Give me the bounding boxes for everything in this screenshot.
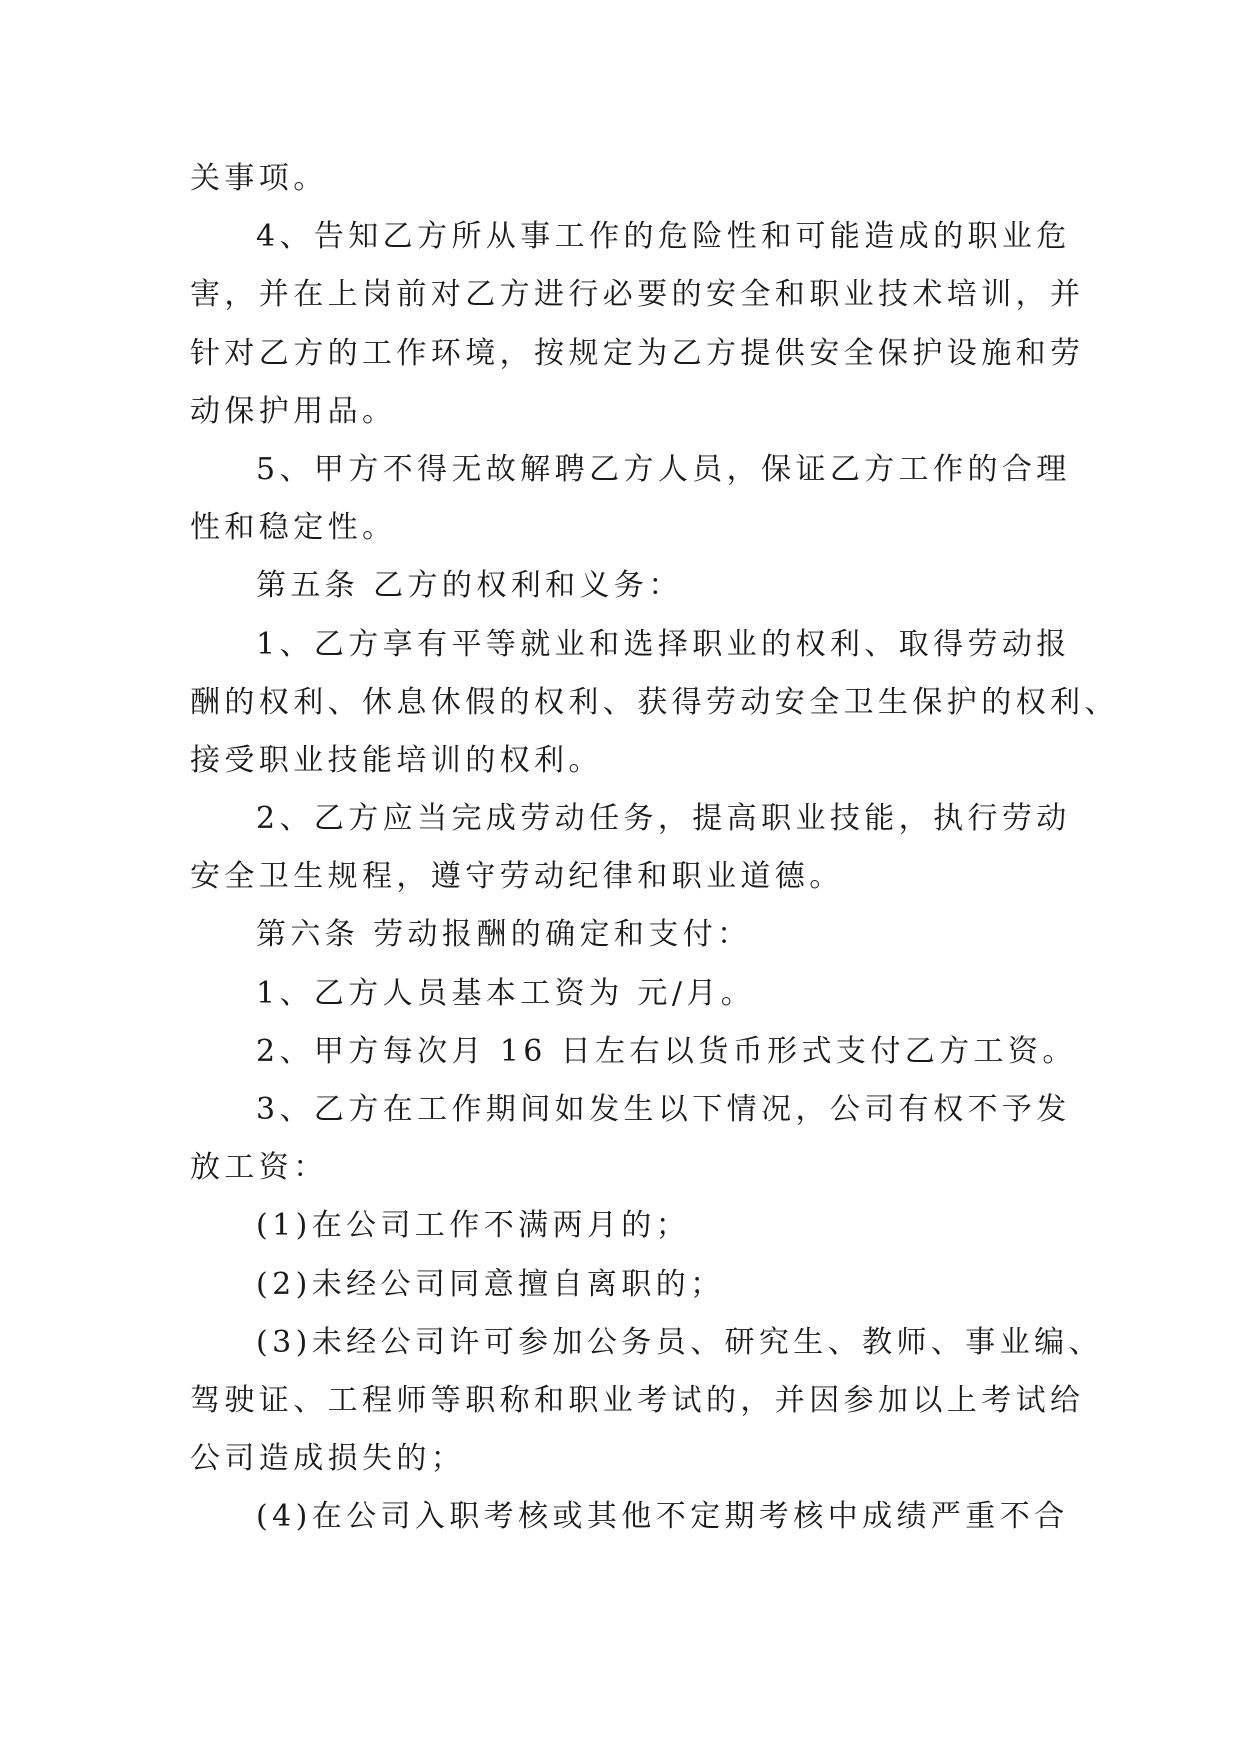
text-line: 公司造成损失的； (190, 1441, 466, 1477)
list-item: (2)未经公司同意擅自离职的； (256, 1266, 725, 1302)
text-line: 1、乙方人员基本工资为 元/月。 (256, 975, 756, 1011)
text-line: 安全卫生规程，遵守劳动纪律和职业道德。 (190, 859, 844, 895)
text-line: 5、甲方不得无故解聘乙方人员，保证乙方工作的合理 (256, 451, 1071, 487)
list-item: (3)未经公司许可参加公务员、研究生、教师、事业编、 (256, 1324, 1103, 1360)
text-line: 驾驶证、工程师等职称和职业考试的，并因参加以上考试给 (190, 1382, 1085, 1418)
text-line: 酬的权利、休息休假的权利、获得劳动安全卫生保护的权利、 (190, 684, 1119, 720)
text-line: 放工资： (190, 1150, 328, 1186)
text-line: 4、告知乙方所从事工作的危险性和可能造成的职业危 (256, 219, 1071, 255)
text-line: 动保护用品。 (190, 393, 397, 429)
text-line: 1、乙方享有平等就业和选择职业的权利、取得劳动报 (256, 626, 1071, 662)
article-heading: 第五条 乙方的权利和义务： (256, 568, 683, 604)
text-line: 2、甲方每次月 16 日左右以货币形式支付乙方工资。 (256, 1033, 1077, 1069)
text-line: 害，并在上岗前对乙方进行必要的安全和职业技术培训，并 (190, 277, 1085, 313)
text-line: 关事项。 (190, 161, 328, 196)
text-line: 2、乙方应当完成劳动任务，提高职业技能，执行劳动 (256, 801, 1071, 837)
text-line: 性和稳定性。 (190, 510, 397, 546)
article-heading: 第六条 劳动报酬的确定和支付： (256, 917, 752, 953)
text-line: 接受职业技能培训的权利。 (190, 742, 603, 778)
list-item: (1)在公司工作不满两月的； (256, 1208, 691, 1244)
list-item: (4)在公司入职考核或其他不定期考核中成绩严重不合 (256, 1499, 1069, 1535)
contract-body-text (190, 150, 1119, 1547)
text-line: 针对乙方的工作环境，按规定为乙方提供安全保护设施和劳 (190, 335, 1085, 371)
text-line: 3、乙方在工作期间如发生以下情况，公司有权不予发 (256, 1092, 1071, 1127)
